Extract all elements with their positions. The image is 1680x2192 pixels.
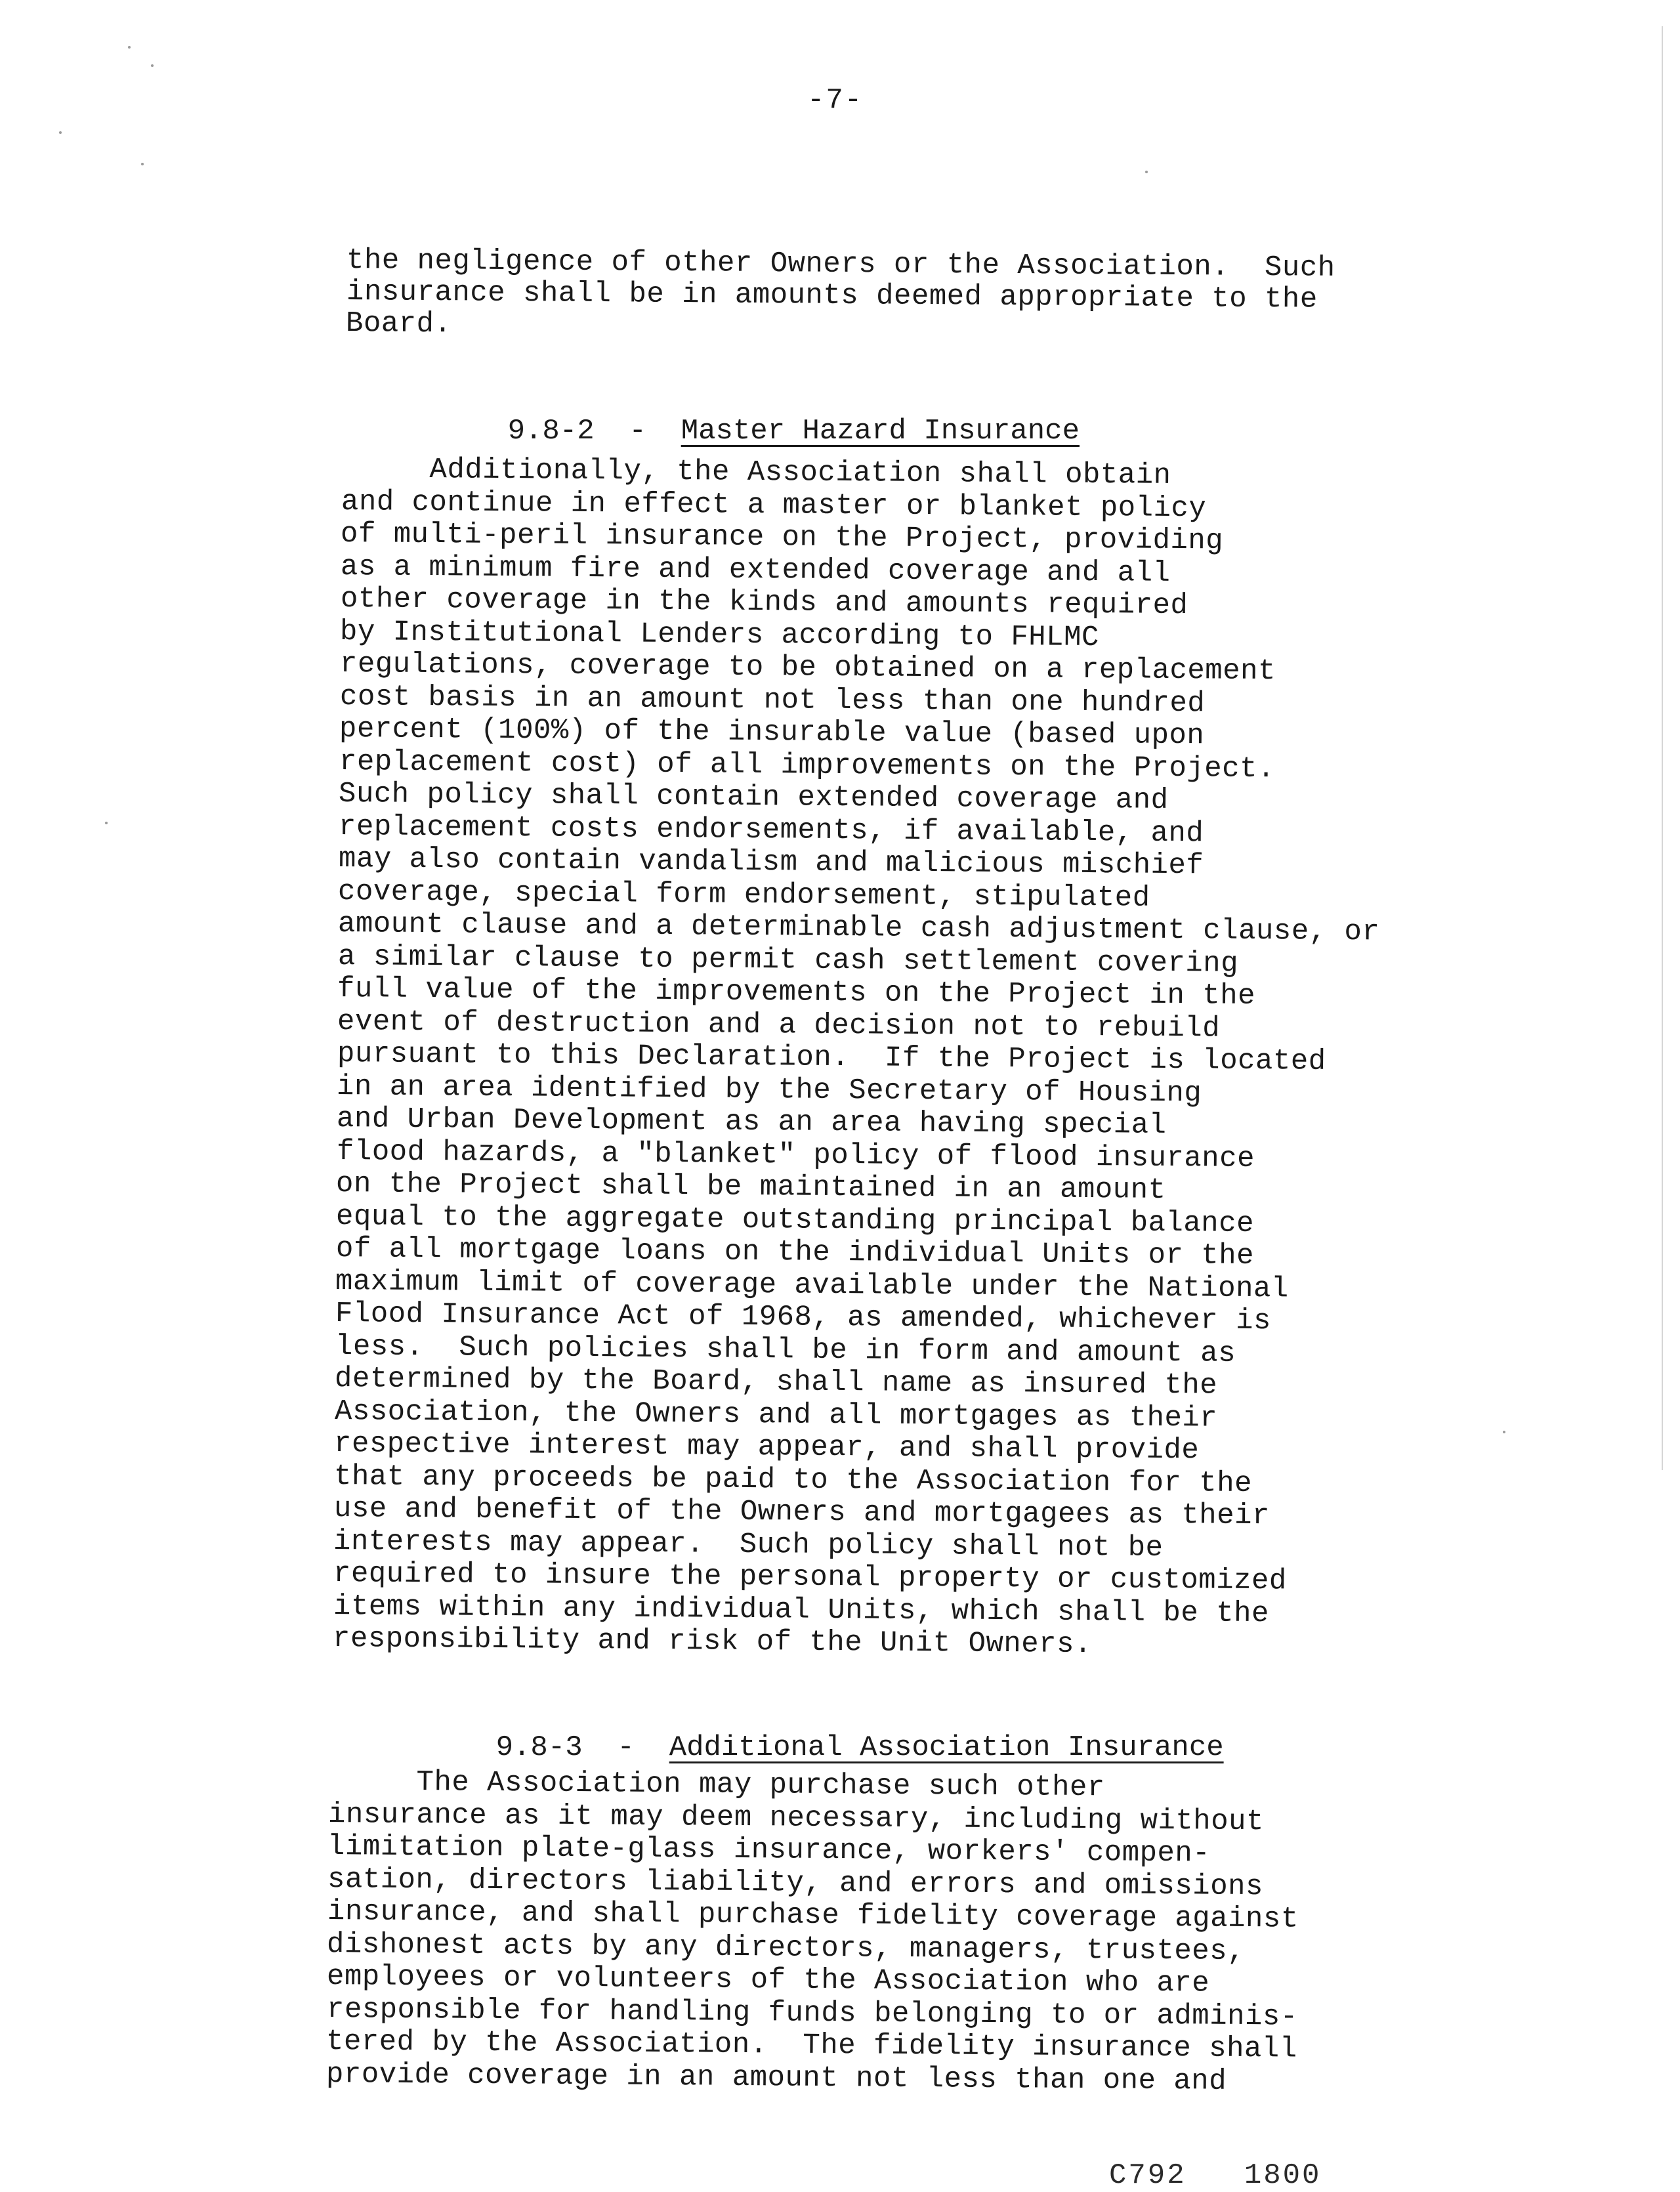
text-line: of multi-peril insurance on the Project, providing [340,518,1224,558]
text-line: may also contain vandalism and malicious mischief [338,843,1204,883]
text-line: tered by the Association. The fidelity insurance shall [326,2025,1297,2066]
text-line: event of destruction and a decision not to rebuild [337,1005,1221,1045]
text-line: Association, the Owners and all mortgages as their [334,1395,1218,1435]
scan-speck [151,64,154,67]
text-line: interests may appear. Such policy shall not be [333,1525,1164,1565]
text-line: replacement cost) of all improvements on the Project. [339,746,1276,786]
text-line: of all mortgage loans on the individual Units or the [335,1233,1255,1273]
text-line: pursuant to this Declaration. If the Project is located [337,1038,1326,1078]
text-line: use and benefit of the Owners and mortgagees as their [333,1492,1270,1533]
scan-speck [141,163,144,165]
text-line: equal to the aggregate outstanding principal balance [335,1200,1255,1240]
scan-edge-rule [1662,26,1663,1470]
scan-speck [1503,1431,1505,1433]
text-line: flood hazards, a "blanket" policy of flood insurance [336,1135,1255,1175]
text-line: that any proceeds be paid to the Association for the [333,1460,1253,1500]
text-line: insurance as it may deem necessary, including without [327,1798,1265,1839]
text-line: coverage, special form endorsement, stipulated [337,875,1150,915]
text-line: The Association may purchase such other [327,1765,1105,1805]
text-line: on the Project shall be maintained in an amount [335,1168,1166,1207]
section-number: 9.8-2 [507,415,595,448]
text-line: limitation plate-glass insurance, workers' compen- [327,1830,1211,1870]
text-line: percent (100%) of the insurable value (based upon [339,713,1205,753]
scan-speck [128,46,131,49]
text-line: and continue in effect a master or blanket policy [341,486,1207,526]
text-line: cost basis in an amount not less than one hundred [339,681,1206,721]
text-line: in an area identified by the Secretary of Housing [336,1070,1202,1110]
text-line: Additionally, the Association shall obtain [341,453,1171,492]
text-line: replacement costs endorsements, if available, and [338,811,1204,851]
section-dash: - [629,415,646,448]
text-line: a similar clause to permit cash settlement covering [337,940,1239,980]
text-line: as a minimum fire and extended coverage and all [340,551,1171,590]
text-line: amount clause and a determinable cash adjustment clause, or [337,908,1380,949]
text-line: required to insure the personal property or customized [333,1557,1287,1598]
section-number: 9.8-3 [495,1731,583,1764]
text-line: provide coverage in an amount not less than one and [326,2058,1227,2098]
text-line: and Urban Development as an area having special [336,1103,1167,1142]
text-line: respective interest may appear, and shall provide [333,1427,1200,1467]
text-line: responsibility and risk of the Unit Owners. [332,1622,1093,1662]
text-line: less. Such policies shall be in form and amount as [335,1330,1236,1370]
text-line: full value of the improvements on the Project in the [337,973,1256,1013]
scan-speck [1145,171,1148,173]
text-line: insurance shall be in amounts deemed appropriate to the [346,276,1318,316]
text-line: Such policy shall contain extended coverage and [338,778,1169,817]
scan-speck [59,131,62,134]
text-line: by Institutional Lenders according to FHLMC [339,616,1100,655]
text-line: dishonest acts by any directors, managers, trustees, [326,1928,1246,1968]
text-line: insurance, and shall purchase fidelity coverage against [327,1895,1299,1936]
page-number: -7- [807,84,864,117]
text-line: responsible for handling funds belonging to or adminis- [326,1993,1298,2034]
text-line: Board. [345,307,452,341]
text-line: employees or volunteers of the Association who are [326,1960,1210,2000]
section-title: Master Hazard Insurance [681,415,1080,448]
text-line: maximum limit of coverage available under the National [335,1265,1289,1306]
text-line: sation, directors liability, and errors and omissions [327,1863,1264,1904]
text-line: determined by the Board, shall name as insured the [334,1362,1218,1402]
text-line: other coverage in the kinds and amounts required [340,583,1188,623]
text-line: the negligence of other Owners or the Association. Such [346,244,1335,285]
scan-speck [105,822,108,824]
text-line: Flood Insurance Act of 1968, as amended, whichever is [335,1297,1272,1338]
text-line: items within any individual Units, which shall be the [333,1590,1270,1631]
section-title: Additional Association Insurance [669,1731,1224,1764]
text-line: regulations, coverage to be obtained on a replacement [339,648,1276,688]
section-dash: - [617,1731,635,1764]
footer-mark: C792 1800 [1109,2159,1322,2192]
